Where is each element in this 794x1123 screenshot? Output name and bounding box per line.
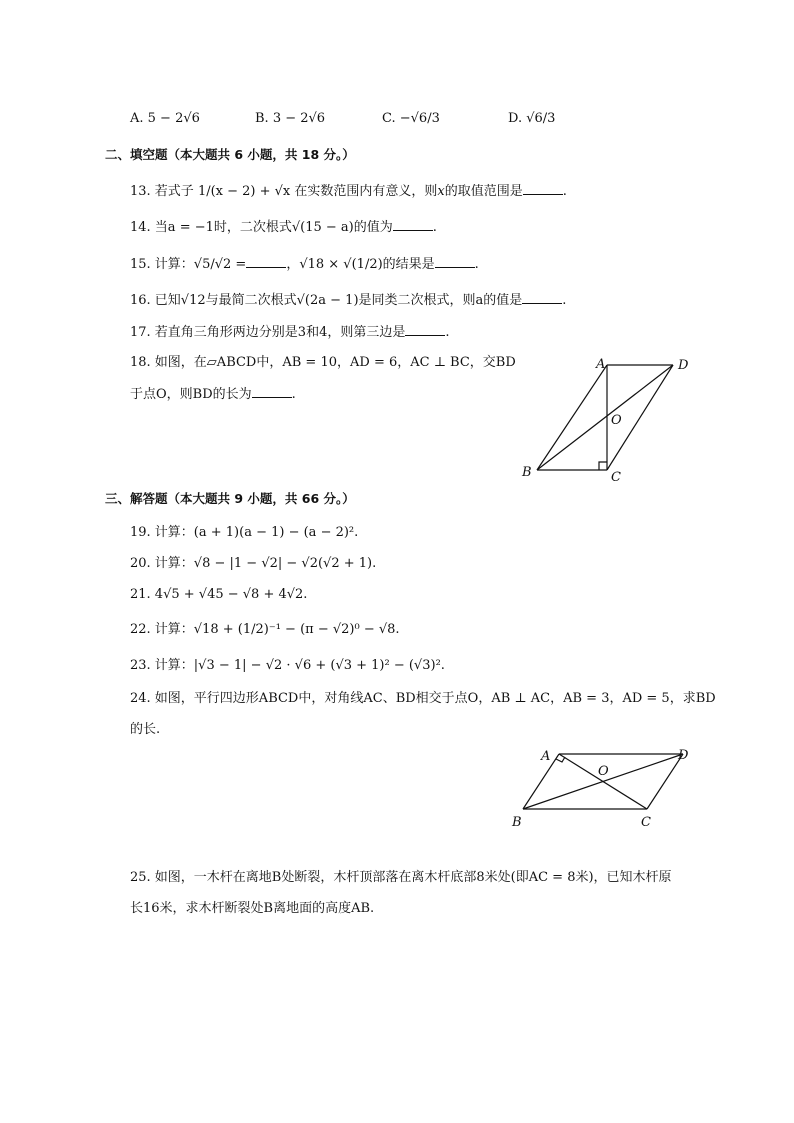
option-c: C. −√6/3 — [382, 111, 440, 126]
question-18-line1: 18. 如图，在▱ABCD中，AB = 10，AD = 6，AC ⊥ BC，交BD — [130, 355, 516, 370]
label-a: A — [541, 749, 551, 764]
question-25-line2: 长16米，求木杆断裂处B离地面的高度AB. — [130, 901, 375, 916]
label-o: O — [598, 764, 609, 779]
question-13 — [130, 182, 567, 201]
question-24-line1: 24. 如图，平行四边形ABCD中，对角线AC、BD相交于点O，AB ⊥ AC，AB = 3，AD = 5，求BD — [130, 691, 716, 706]
q14-end: . — [432, 220, 437, 235]
label-d: D — [678, 358, 689, 373]
q16-end: . — [562, 293, 567, 308]
q13-end: . — [562, 184, 567, 199]
q14-text: 14. 当a = −1时，二次根式√(15 − a)的值为 — [130, 220, 393, 235]
q16-text: 16. 已知√12与最简二次根式√(2a − 1)是同类二次根式，则a的值是 — [130, 293, 523, 308]
q15-part-a: 15. 计算：√5/√2 = — [130, 257, 247, 272]
question-22: 22. 计算：√18 + (1/2)⁻¹ − (π − √2)⁰ − √8. — [130, 622, 400, 637]
question-24-line2: 的长. — [130, 722, 161, 737]
option-b: B. 3 − 2√6 — [255, 111, 326, 126]
q17-end: . — [445, 325, 450, 340]
diagonal-bd — [537, 365, 673, 470]
question-14 — [130, 218, 437, 237]
right-angle-mark — [556, 757, 565, 762]
q13-pre: 13. 若式子 1/(x − 2) + √x 在实数范围内有意义，则 — [130, 184, 438, 199]
answer-blank — [435, 255, 475, 268]
q18-line2-text: 于点O，则BD的长为 — [130, 387, 252, 402]
segment-ab — [537, 365, 607, 470]
question-21: 21. 4√5 + √45 − √8 + 4√2. — [130, 587, 308, 602]
answer-blank — [405, 323, 445, 336]
label-a: A — [596, 357, 606, 372]
q17-text: 17. 若直角三角形两边分别是3和4，则第三边是 — [130, 325, 406, 340]
answer-blank — [393, 218, 433, 231]
answer-blank — [523, 182, 563, 195]
label-c: C — [641, 815, 651, 830]
label-b: B — [512, 815, 522, 830]
answer-blank — [252, 385, 292, 398]
answer-blank — [246, 255, 286, 268]
q18-figure — [515, 352, 695, 487]
section-solve-title: 三、解答题（本大题共 9 小题，共 66 分。） — [105, 491, 355, 506]
question-18-line2 — [130, 385, 296, 404]
q13-post: 的取值范围是 — [444, 184, 523, 199]
question-20: 20. 计算：√8 − |1 − √2| − √2(√2 + 1). — [130, 556, 377, 571]
option-d: D. √6/3 — [508, 111, 556, 126]
q18-end: . — [291, 387, 296, 402]
question-17 — [130, 323, 450, 342]
label-d: D — [678, 748, 689, 763]
section-fill-in-title: 二、填空题（本大题共 6 小题，共 18 分。） — [105, 147, 355, 162]
question-19: 19. 计算：(a + 1)(a − 1) − (a − 2)². — [130, 525, 359, 540]
q13-var: x — [437, 184, 445, 199]
answer-blank — [522, 291, 562, 304]
label-c: C — [611, 470, 621, 485]
right-angle-mark — [599, 462, 607, 470]
q15-part-b: ，√18 × √(1/2)的结果是 — [286, 257, 435, 272]
q24-figure — [505, 742, 700, 832]
option-a: A. 5 − 2√6 — [130, 111, 200, 126]
question-25-line1: 25. 如图，一木杆在离地B处断裂，木杆顶部落在离木杆底部8米处(即AC = 8米)，已知木杆原 — [130, 870, 672, 885]
label-b: B — [522, 465, 532, 480]
question-23: 23. 计算：|√3 − 1| − √2 · √6 + (√3 + 1)² − (√3)². — [130, 658, 445, 673]
question-15 — [130, 255, 479, 274]
q15-end: . — [474, 257, 479, 272]
label-o: O — [611, 413, 622, 428]
question-16 — [130, 291, 566, 310]
